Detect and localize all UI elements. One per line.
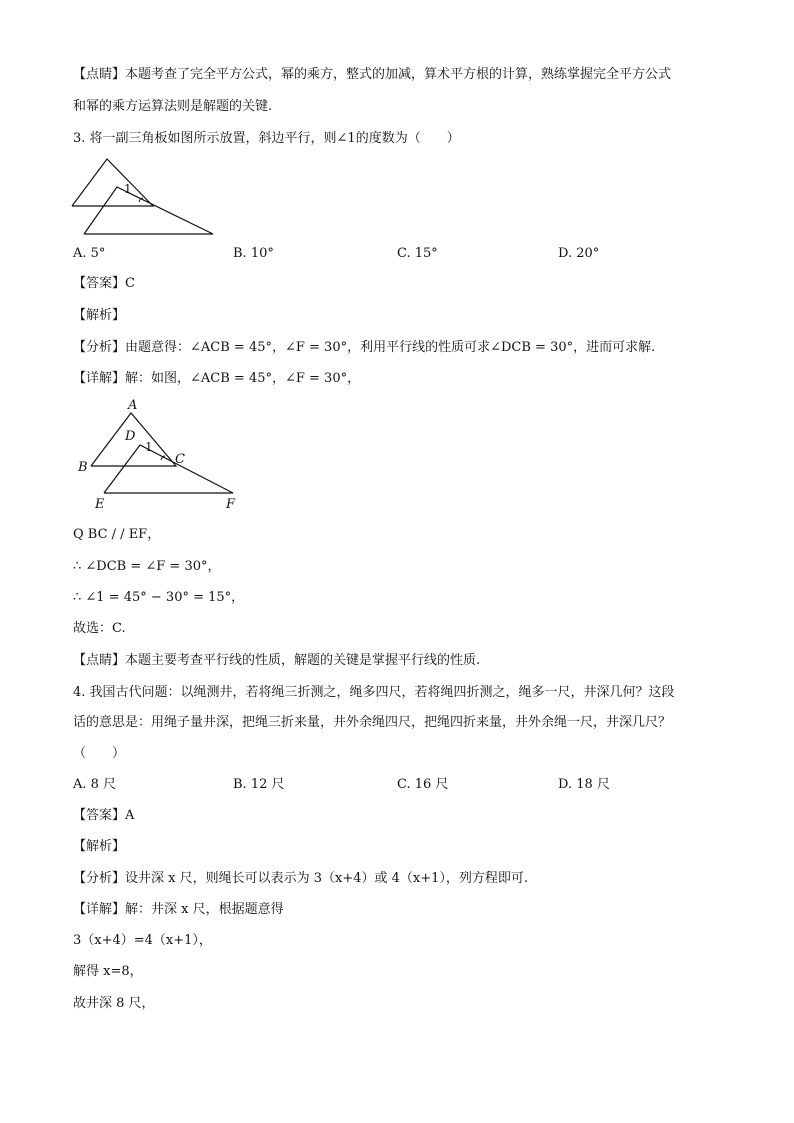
summary-line-1: 【点睛】本题考查了完全平方公式，幂的乘方，整式的加减，算术平方根的计算，熟练掌握完全平方公式 xyxy=(73,67,672,82)
q3-option-d: D. 20° xyxy=(558,246,600,261)
q3-step-2: ∴ ∠DCB = ∠F = 30°， xyxy=(73,559,221,574)
triangle-30 xyxy=(84,187,213,234)
q3-option-b: B. 10° xyxy=(233,246,274,261)
q3-stem: 3. 将一副三角板如图所示放置，斜边平行，则∠1的度数为（ ） xyxy=(73,131,460,146)
q3-summary: 【点睛】本题主要考查平行线的性质，解题的关键是掌握平行线的性质. xyxy=(73,653,481,668)
q4-solve: 解得 x=8， xyxy=(73,964,143,979)
label-a: A xyxy=(128,398,138,413)
q4-conclusion: 故井深 8 尺， xyxy=(73,996,155,1011)
q3-option-c: C. 15° xyxy=(397,246,438,261)
q4-answer: 【答案】A xyxy=(73,808,135,823)
q3-answer: 【答案】C xyxy=(73,276,135,291)
q4-stem-3: （ ） xyxy=(73,746,126,761)
q4-option-d: D. 18 尺 xyxy=(558,777,610,792)
q4-stem-2: 话的意思是：用绳子量井深，把绳三折来量，井外余绳四尺，把绳四折来量，井外余绳一尺，井深几尺？ xyxy=(73,715,672,730)
angle-label: 1 xyxy=(124,182,132,196)
q4-jiexi: 【解析】 xyxy=(73,839,126,854)
q4-equation: 3（x+4）=4（x+1）， xyxy=(73,933,212,948)
q4-detail: 【详解】解：井深 x 尺，根据题意得 xyxy=(73,902,284,917)
q4-option-a: A. 8 尺 xyxy=(73,777,117,792)
q3-step-1: Q BC / / EF， xyxy=(73,527,161,542)
summary-line-2: 和幂的乘方运算法则是解题的关键. xyxy=(73,99,273,114)
label-f: F xyxy=(226,497,236,512)
label-b: B xyxy=(78,460,88,475)
q4-analysis: 【分析】设井深 x 尺，则绳长可以表示为 3（x+4）或 4（x+1），列方程即可. xyxy=(73,871,529,886)
q3-solution-figure xyxy=(73,396,253,514)
q4-stem-1: 4. 我国古代问题：以绳测井，若将绳三折测之，绳多四尺，若将绳四折测之，绳多一尺，井深几何？这段 xyxy=(73,685,675,700)
label-c: C xyxy=(175,452,185,467)
label-e: E xyxy=(95,497,105,512)
q3-step-3: ∴ ∠1 = 45° − 30° = 15°， xyxy=(73,590,245,605)
q4-option-b: B. 12 尺 xyxy=(233,777,285,792)
q4-option-c: C. 16 尺 xyxy=(397,777,449,792)
q3-figure xyxy=(66,155,226,245)
triangle-def xyxy=(104,445,233,493)
q3-detail: 【详解】解：如图，∠ACB = 45°，∠F = 30°， xyxy=(73,371,361,386)
q3-option-a: A. 5° xyxy=(73,246,106,261)
label-d: D xyxy=(125,429,136,444)
q3-analysis: 【分析】由题意得：∠ACB = 45°，∠F = 30°，利用平行线的性质可求∠DCB = 30°，进而可求解. xyxy=(73,340,656,355)
q3-choice: 故选：C. xyxy=(73,621,126,636)
label-angle-1: 1 xyxy=(145,440,153,454)
q3-jiexi: 【解析】 xyxy=(73,308,126,323)
